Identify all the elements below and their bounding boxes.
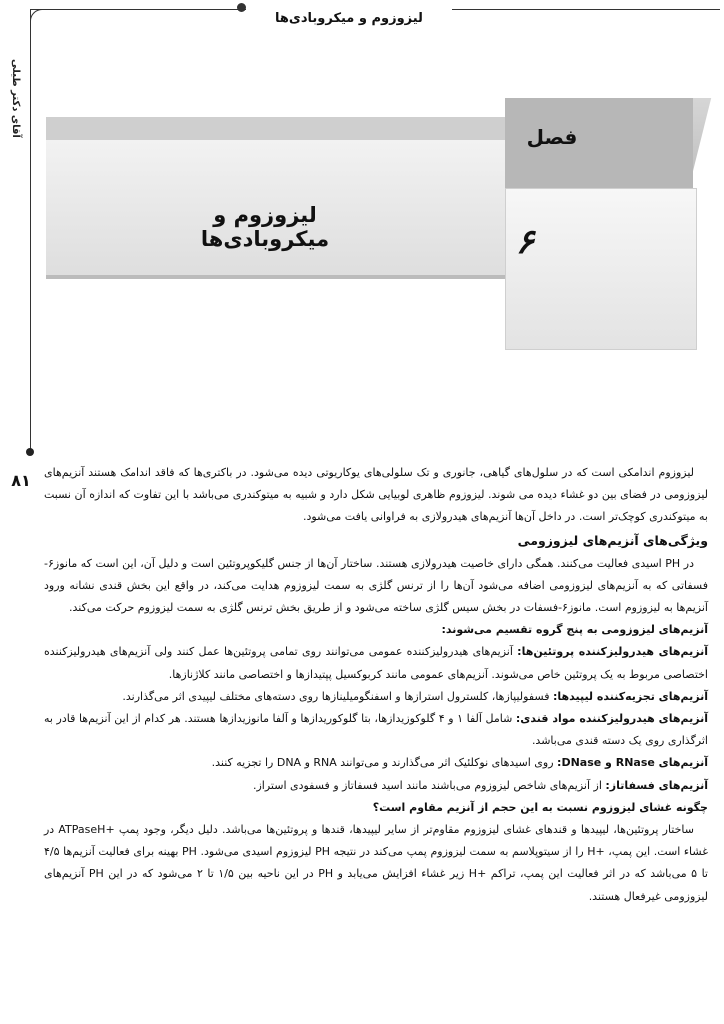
- question-heading: چگونه غشای لیزوزوم نسبت به این حجم از آنزیم مقاوم است؟: [372, 800, 708, 814]
- group-nucleases: [44, 752, 708, 774]
- paragraph: در PH اسیدی فعالیت می‌کنند. همگی دارای خاصیت هیدرولازی هستند. ساختار آن‌ها از جنس گلیکوپروتئین است و دلیل آن، این است که مانوز۶-فسفاتی که به آنزیم‌های لیزوزومی اضافه می‌شود آن‌ها را از ترنس گلژی به سمت لیزوزوم هدایت می‌کند، در واقع این بخش قندی نشانه ورود آنزیم‌ها به لیزوزوم است. مانوز۶-فسفات در بخش سیس گلژی ساخته می‌شود و از طریق بخش ترنس گلژی به سمت لیزوزوم حرکت می‌کند.: [44, 556, 708, 615]
- group-text: آنزیم‌های هیدرولیزکننده عمومی می‌توانند روی تمامی پروتئین‌ها عمل کنند ولی آنزیم‌های هیدرولیزکننده اختصاصی مربوط به یک پروتئین خاص می‌شوند. آنزیم‌های عمومی مانند کربوکسیل پپتیدازها و اختصاصی مانند کلاژنازها.: [44, 645, 708, 681]
- header-corner: [30, 9, 45, 24]
- group-text: شامل آلفا ۱ و ۴ گلوکوزیدازها، بتا گلوکوریدازها و آلفا مانوزیدازها هستند. هر کدام از این آنزیم‌ها قادر به اثرگذاری روی یک دسته قندی می‌باشد.: [44, 712, 708, 748]
- group-label: آنزیم‌های فسفاتاز:: [605, 778, 708, 792]
- group-label: آنزیم‌های RNase و DNase:: [557, 756, 708, 770]
- group-label: آنزیم‌های تجزیه‌کننده لیپیدها:: [552, 689, 708, 703]
- chapter-title: لیزوزوم و میکروبادی‌ها: [200, 203, 330, 251]
- groups-title: آنزیم‌های لیزوزومی به پنج گروه تقسیم می‌شوند:: [441, 623, 708, 637]
- group-glycosidases: [44, 708, 708, 752]
- chapter-label: فصل: [526, 125, 578, 149]
- intro-paragraph: لیزوزوم اندامکی است که در سلول‌های گیاهی، جانوری و تک سلولی‌های یوکاریوتی دیده می‌شود. در باکتری‌ها که فاقد اندامک هستند آنزیم‌های لیزوزومی در فضای بین دو غشاء دیده می شوند. لیزوزوم ظاهری لوبیایی شکل دارد و شبیه به میتوکندری می‌باشد با این تفاوت که اندازه آن نسبت به میتوکندری کوچک‌تر است. در داخل آن‌ها آنزیم‌های هیدرولازی به فراوانی یافت می‌شود.: [44, 466, 708, 524]
- group-proteases: [44, 641, 708, 685]
- group-label: آنزیم‌های هیدرولیزکننده مواد قندی:: [515, 712, 708, 726]
- group-lipases: [44, 686, 708, 708]
- margin-dot: [26, 448, 34, 456]
- section-heading: ویژگی‌های آنزیم‌های لیزوزومی: [517, 532, 708, 548]
- group-text: از آنزیم‌های شاخص لیزوزوم می‌باشند مانند اسید فسفاتاز و فسفودی استراز.: [252, 778, 606, 792]
- chapter-number: ۶: [515, 222, 535, 262]
- group-phosphatases: [44, 775, 708, 797]
- group-text: روی اسیدهای نوکلئیک اثر می‌گذارند و می‌توانند RNA و DNA را تجزیه کنند.: [211, 756, 558, 770]
- page-number: ۸۱: [11, 471, 31, 490]
- header-bullet: [237, 3, 246, 12]
- page-body: [44, 462, 708, 908]
- chapter-number-panel: [505, 188, 697, 350]
- paragraph: ساختار پروتئین‌ها، لیپیدها و قندهای غشای لیزوزوم مقاوم‌تر از سایر لیپیدها، قندها و پروتئین‌ها می‌باشد. دلیل دیگر، وجود پمپ +ATPaseH در غشاء است. این پمپ، +H را از سیتوپلاسم به سمت لیزوزوم پمپ می‌کند در نتیجه PH لیزوزوم اسیدی می‌شود. PH بهینه برای فعالیت آنزیم‌ها ۴/۵ تا ۵ می‌باشد که در اثر فعالیت این پمپ، تراکم +H زیر غشاء افزایش می‌یابد و PH در این ناحیه بین ۱/۵ تا ۲ می‌شود که در این PH آنزیم‌های لیزوزومی غیرفعال هستند.: [44, 823, 708, 903]
- running-title: لیزوزوم و میکروبادی‌ها: [246, 9, 452, 31]
- banner-band-top: [46, 117, 576, 140]
- group-label: آنزیم‌های هیدرولیزکننده پروتئین‌ها:: [517, 645, 708, 659]
- banner-band-bottom: [46, 275, 576, 279]
- side-author: آقای دکتر طیلی: [10, 58, 21, 138]
- group-text: فسفولیپازها، کلسترول استرازها و اسفنگومیلینازها روی دسته‌های مختلف لیپیدی اثر می‌گذارند.: [122, 689, 553, 703]
- margin-rule: [30, 9, 31, 449]
